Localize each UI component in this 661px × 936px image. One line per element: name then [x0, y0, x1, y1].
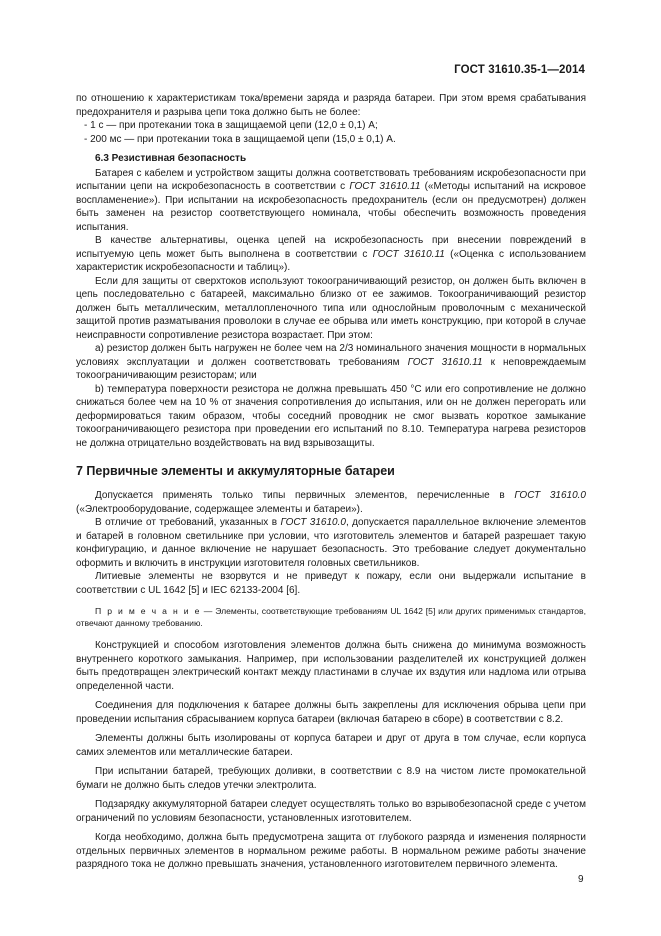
- paragraph-internal-short-circuit: Конструкцией и способом изготовления элементов должна быть снижена до минимума возможность внутреннего короткого замыкания. Например, при использовании разделителей их конструкцией должен быть предотвращен электрический контакт между пластинами в случае их вздутия или надлома или отрыва определенной части.: [76, 640, 586, 692]
- text: («Оценка с использованием характеристик искробезопасности и таблиц»).: [76, 248, 586, 273]
- paragraph-continuation: по отношению к характеристикам тока/времени заряда и разряда батареи. При этом время срабатывания предохранителя и разрыва цепи тока должно быть не более:: [76, 93, 586, 118]
- text: к неповреждаемым токоограничивающим резисторам; или: [76, 356, 586, 381]
- paragraph-parallel-connection: [76, 516, 586, 570]
- paragraph-alternative: [76, 234, 586, 275]
- standard-reference: ГОСТ 31610.11: [349, 181, 421, 192]
- text: В отличие от требований, указанных в: [95, 517, 281, 528]
- standard-header: ГОСТ 31610.35-1—2014: [454, 64, 585, 76]
- paragraph-recharging: Подзарядку аккумуляторной батареи следует осуществлять только во взрывобезопасной среде с учетом ограничений по условиям безопасности, установленных изготовителем.: [76, 799, 586, 824]
- paragraph-battery-cable: [76, 167, 586, 235]
- list-item-200ms: - 200 мс — при протекании тока в защищаемой цепи (15,0 ± 0,1) А.: [84, 133, 396, 145]
- paragraph-cell-insulation: Элементы должны быть изолированы от корпуса батареи и друг от друга в том случае, если корпуса самих элементов или металлические батареи.: [76, 733, 586, 758]
- paragraph-current-limiting-resistor: Если для защиты от сверхтоков используют токоограничивающий резистор, он должен быть включен в цепь последовательно с батареей, максимально близко от ее зажимов. Токоограничивающий резистор должен быть металлическим, металлопленочного типа или однослойным проволочным с механической защитой против разматывания проволоки в случае ее обрыва или иметь конструкцию, при которой в случае неисправности сопротивление резистора возрастает. При этом:: [76, 275, 586, 341]
- standard-reference: ГОСТ 31610.11: [407, 356, 483, 368]
- text: , допускается параллельное включение элементов и батарей в головном светильнике при условии, что изготовитель элементов и батарей разрешает такую конфигурацию, и данное включение не нарушает безопасность. Это требование следует документально оформить и включить в инструкции изготовителя головных светильников.: [76, 517, 587, 569]
- section-heading-6-3: 6.3 Резистивная безопасность: [95, 153, 247, 164]
- page-body: [76, 92, 586, 872]
- note-text: — Элементы, соответствующие требованиям UL 1642 [5] или других применимых стандартов, отвечают данному требованию.: [76, 606, 586, 628]
- page-number: 9: [578, 874, 584, 885]
- text: («Электрооборудование, содержащее элементы и батареи»).: [76, 503, 363, 515]
- text: Батарея с кабелем и устройством защиты должна соответствовать требованиям искробезопасности при испытании цепи на искробезопасность в соответствии с: [76, 167, 586, 192]
- paragraph-deep-discharge: Когда необходимо, должна быть предусмотрена защита от глубокого разряда и изменения полярности отдельных первичных элементов в нормальном режиме работы. В нормальном режиме работы значение разрядного тока не должно превышать значения, установленного изготовителем первичного элемента.: [76, 832, 586, 870]
- paragraph-battery-connections: Соединения для подключения к батарее должны быть закреплены для исключения обрыва цепи при проведении испытания сбрасыванием корпуса батареи (включая батарею в сборе) в соответствии с 8.2.: [76, 700, 586, 725]
- standard-reference: ГОСТ 31610.0: [514, 490, 586, 501]
- text: a) резистор должен быть нагружен не более чем на 2/3 номинального значения мощности в нормальных условиях эксплуатации и должен соответствовать требованиям: [76, 343, 586, 368]
- text: Допускается применять только типы первичных элементов, перечисленные в: [95, 490, 515, 501]
- note-label: П р и м е ч а н и е: [95, 606, 201, 616]
- note: [76, 606, 586, 629]
- section-heading-7: 7 Первичные элементы и аккумуляторные батареи: [76, 464, 395, 478]
- standard-reference: ГОСТ 31610.11: [372, 248, 445, 260]
- paragraph-refill-batteries: При испытании батарей, требующих доливки, в соответствии с 8.9 на чистом листе промокательной бумаги не должно быть следов утечки электролита.: [76, 766, 586, 791]
- standard-reference: ГОСТ 31610.0: [280, 517, 346, 528]
- paragraph-primary-cell-types: [76, 489, 586, 516]
- paragraph-item-a: [76, 342, 586, 383]
- list-item-1s: - 1 с — при протекании тока в защищаемой цепи (12,0 ± 0,1) А;: [84, 120, 378, 131]
- paragraph-item-b: b) температура поверхности резистора не должна превышать 450 °С или его сопротивление не должно снижаться более чем на 10 % от значения сопротивления до испытания, или он не должен перегорать или деформироваться таким образом, чтобы соседний проводник не смог вызвать короткое замыкание токоограничивающего резистора при проведении его испытаний по 8.10. Температура нагрева резисторов не должна отрицательно воздействовать на вид взрывозащиты.: [76, 383, 586, 449]
- text: В качестве альтернативы, оценка цепей на искробезопасность при внесении повреждений в испытуемую цепь может быть выполнена в соответствии с: [76, 235, 586, 260]
- paragraph-lithium-cells: Литиевые элементы не взорвутся и не приведут к пожару, если они выдержали испытание в соответствии с UL 1642 [5] и IEC 62133-2004 [6].: [76, 571, 586, 596]
- text: («Методы испытаний на искровое воспламенение»). При испытании на искробезопасность предохранитель (если он предусмотрен) должен быть заменен на резистор соответствующего номинала, чтобы обеспечить возможность проведения испытания.: [76, 181, 586, 233]
